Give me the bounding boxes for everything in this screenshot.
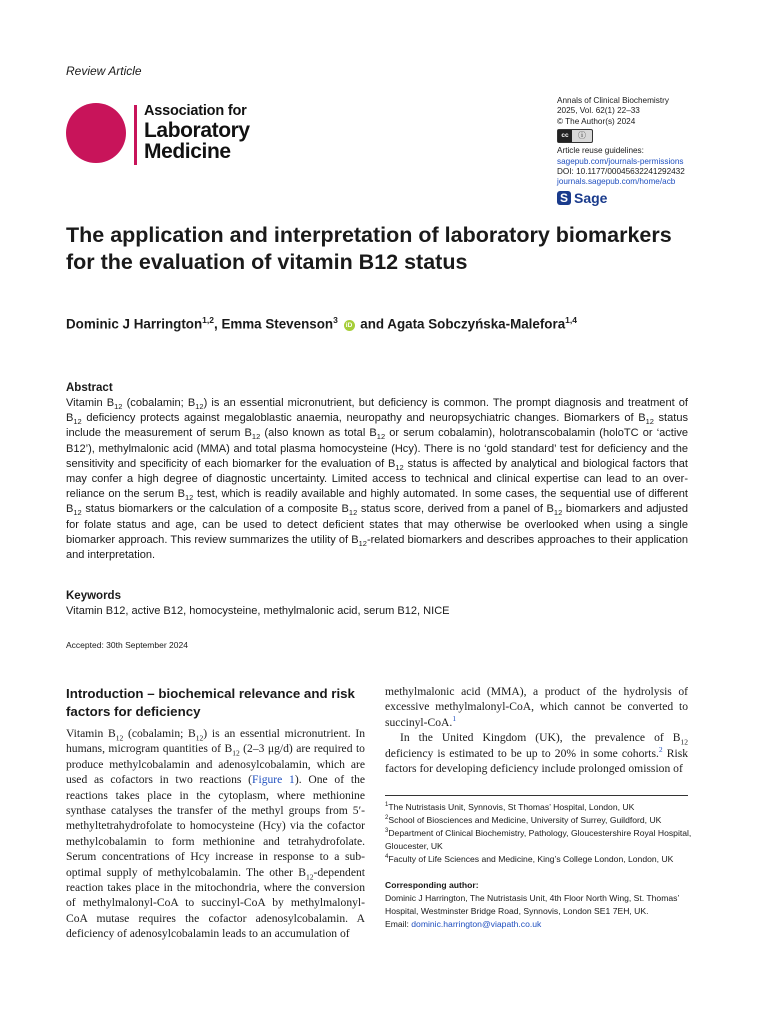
subscript: 12 [645, 417, 654, 427]
keywords-list: Vitamin B12, active B12, homocysteine, methylmalonic acid, serum B12, NICE [66, 605, 450, 617]
subscript: 12 [73, 417, 82, 427]
affiliation-item [385, 853, 695, 866]
body-column-left [66, 726, 365, 942]
abstract-heading: Abstract [66, 382, 113, 394]
subscript: 12 [395, 463, 404, 473]
article-type-label: Review Article [66, 64, 142, 78]
affiliation-item [385, 801, 695, 814]
subscript: 12 [680, 737, 688, 747]
body-paragraph: methylmalonic acid (MMA), a product of the hydrolysis of excessive methylmalonyl-CoA, which cannot be converted to succinyl-CoA.$^1$ [385, 685, 688, 729]
affiliation-text: Faculty of Life Sciences and Medicine, King’s College London, London, UK [388, 854, 674, 865]
affiliations-list [385, 801, 695, 866]
orcid-icon[interactable]: iD [344, 320, 355, 331]
footnote-divider [385, 795, 688, 796]
creative-commons-icon[interactable] [557, 129, 593, 143]
subscript: 12 [195, 733, 204, 743]
affiliation-text: The Nutristasis Unit, Synnovis, St Thomas’ Hospital, London, UK [388, 802, 635, 812]
body-paragraph: Vitamin $B_{12}$ (cobalamin; $B_{12}$) is an essential micronutrient. In humans, microgram quantities of $B_{12}$ (2–3 μg/d) are required to produce methylcobalamin and adenosylcobalamin, which are used as cofactors in two reactions (Figure 1). One of the reactions takes place in the cytoplasm, where methionine synthase catalyses the transfer of the methyl groups from 5′-methyltetrahydrofolate to homocysteine (Hcy) via the cofactor methylcobalamin to form methionine and tetrahydrofolate. Serum concentrations of Hcy increase in response to a sub-optimal supply of methylcobalamin. The other $B_{12}$-dependent reaction takes place in the mitochondria, where the conversion of methylmalonyl-CoA to succinyl-CoA by methylmalonyl-CoA mutase requires the cofactor adenosylcobalamin. A deficiency of adenosylcobalamin leads to an accumulation of [66, 727, 366, 941]
subscript: 12 [348, 508, 358, 518]
abstract-section [66, 381, 688, 563]
subscript: 12 [114, 402, 123, 412]
affiliation-text: School of Biosciences and Medicine, University of Surrey, Guildford, UK [388, 815, 662, 826]
affiliation-number: 1 [385, 802, 389, 809]
journal-name: Annals of Clinical Biochemistry [557, 96, 669, 105]
sage-wordmark: Sage [574, 189, 608, 206]
author-list [66, 315, 726, 331]
subscript: 12 [251, 432, 261, 442]
association-logo [66, 103, 296, 169]
journal-volume: 2025, Vol. 62(1) 22–33 [557, 106, 640, 116]
email-link[interactable]: dominic.harrington@viapath.co.uk [411, 919, 542, 930]
cc-badge-right: ⓘ [578, 131, 586, 141]
author-name: Dominic J Harrington [66, 316, 203, 332]
affiliation-item [385, 814, 695, 827]
cc-badge-left: cc [558, 130, 572, 142]
section-heading: Introduction – biochemical relevance and risk factors for deficiency [66, 686, 355, 719]
sage-s-icon: S [557, 191, 571, 205]
journal-info [557, 96, 717, 205]
affiliation-number: 3 [385, 828, 389, 835]
doi-line: DOI: 10.1177/00045632241292432 [557, 167, 685, 177]
subscript: 12 [358, 539, 367, 549]
affiliation-number: 2 [385, 815, 389, 822]
logo-circle-icon [66, 103, 126, 163]
copyright-line: © The Author(s) 2024 [557, 116, 636, 126]
subscript: 12 [184, 493, 194, 503]
sage-logo [557, 191, 717, 205]
journal-home-link[interactable]: journals.sagepub.com/home/acb [557, 177, 676, 187]
affiliation-text: Department of Clinical Biochemistry, Pathology, Gloucestershire Royal Hospital, Gloucester, UK [385, 828, 692, 852]
keywords-heading: Keywords [66, 590, 121, 602]
affiliation-item [385, 827, 695, 853]
author-affil-ref: 3 [333, 315, 338, 325]
figure-link[interactable]: Figure 1 [252, 773, 295, 787]
logo-divider [134, 105, 137, 165]
reuse-label: Article reuse guidelines: [557, 146, 644, 156]
reuse-link[interactable]: sagepub.com/journals-permissions [557, 156, 684, 166]
logo-line-1: Association for [144, 103, 247, 119]
keywords-section [66, 589, 688, 619]
author-affil-ref: 1,2 [202, 315, 214, 325]
author-name: Agata Sobczyńska-Malefora [387, 316, 566, 332]
accepted-date: Accepted: 30th September 2024 [66, 640, 188, 650]
corresponding-email-line [385, 918, 695, 931]
subscript: 12 [376, 432, 386, 442]
article-title: The application and interpretation of laboratory biomarkers for the evaluation of vitamin B12 status [66, 223, 672, 274]
body-paragraph: In the United Kingdom (UK), the prevalence of $B_{12}$ deficiency is estimated to be up to 20% in some cohorts.$^2$ Risk factors for developing deficiency include prolonged omission of [385, 731, 688, 776]
author-affil-ref: 1,4 [565, 315, 577, 325]
subscript: 12 [115, 733, 124, 743]
subscript: 12 [305, 871, 314, 881]
subscript: 12 [73, 508, 82, 518]
author-name: Emma Stevenson [221, 316, 334, 332]
corresponding-author [385, 879, 695, 931]
reference-link[interactable]: 2 [658, 744, 663, 754]
abstract-body: Vitamin $B_{12}$ (cobalamin; $B_{12}$) is an essential micronutrient, but deficiency is common. The prompt diagnosis and treatment of $B_{12}$ deficiency protects against megaloblastic anaemia, neuropathy and neuropsychiatric changes. Biomarkers of $B_{12}$ status include the measurement of serum $B_{12}$ (also known as total $B_{12}$ or serum cobalamin), holotranscobalamin (holoTC or ‘active B12’), methylmalonic acid (MMA) and total plasma homocysteine (Hcy). There is no ‘gold standard’ test for deficiency and the sensitivity and specificity of each biomarker for the evaluation of $B_{12}$ status is affected by analytical and biological factors that may confer a high degree of diagnostic uncertainty. Limited access to technical and clinical expertise can lead to an over-reliance on the serum $B_{12}$ test, which is readily available and highly automated. In some cases, the sequential use of different $B_{12}$ status biomarkers or the calculation of a composite $B_{12}$ status score, derived from a panel of $B_{12}$ biomarkers and adjusted for folate status and age, can be used to detect deficient states that may otherwise be overlooked when using a single biomarker approach. This review summarizes the utility of $B_{12}$-related biomarkers and describes approaches to their application and interpretation. [66, 397, 689, 562]
corresponding-label: Corresponding author: [385, 880, 479, 890]
body-column-right [385, 684, 688, 776]
subscript: 12 [232, 748, 240, 758]
corresponding-address: Dominic J Harrington, The Nutristasis Unit, 4th Floor North Wing, St. Thomas’ Hospital, Westminster Bridge Road, Synnovis, London SE1 7EH, UK. [385, 893, 680, 917]
email-label: Email: [385, 919, 412, 930]
subscript: 12 [195, 402, 204, 412]
reference-link[interactable]: 1 [452, 713, 457, 723]
logo-line-2: Laboratory [144, 118, 250, 142]
author-separator: , [213, 316, 222, 332]
logo-wordmark [144, 104, 250, 162]
affiliation-number: 4 [385, 854, 389, 861]
author-separator: and [356, 316, 388, 332]
subscript: 12 [553, 508, 563, 518]
logo-line-3: Medicine [144, 139, 231, 163]
